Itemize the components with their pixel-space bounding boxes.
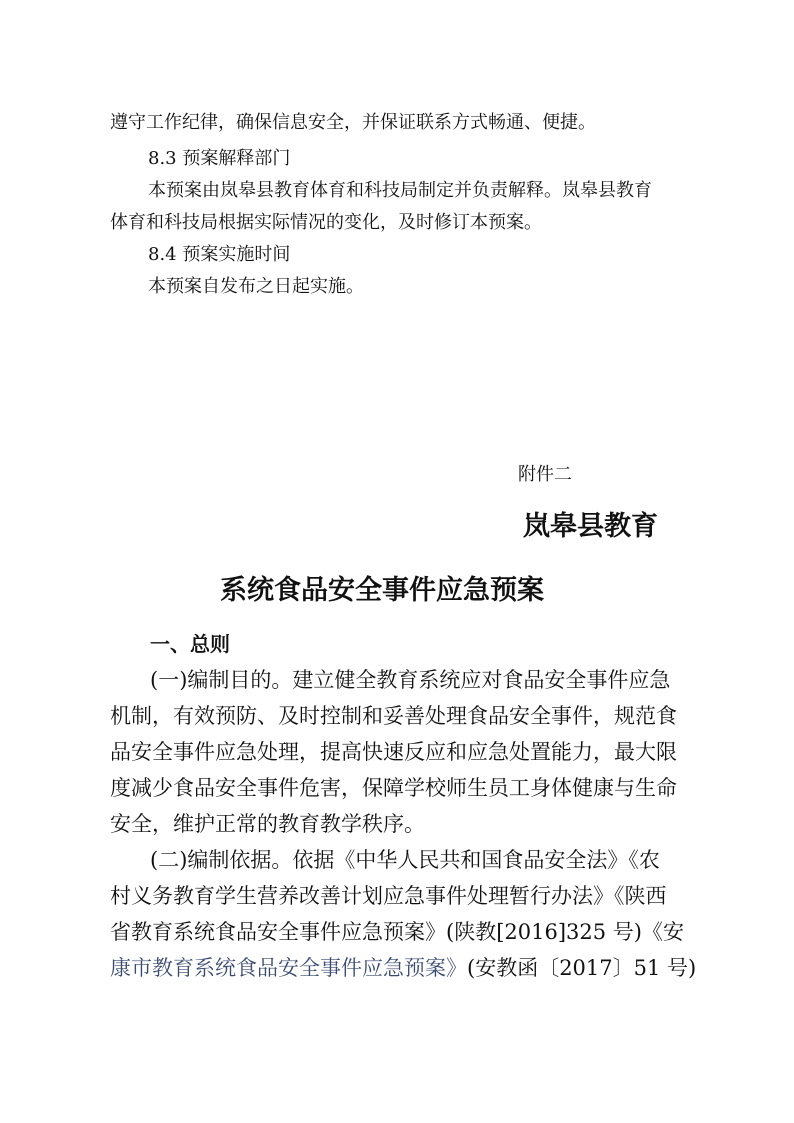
- attachment-title-line1: 岚皋县教育: [523, 511, 658, 542]
- reference-link-ankang-plan[interactable]: 康市教育系统食品安全事件应急预案》: [110, 956, 467, 980]
- section-8-4-body: 本预案自发布之日起实施。: [148, 276, 364, 297]
- para1-line5: 安全，维护正常的教育教学秩序。: [110, 812, 425, 836]
- attachment-title-line2: 系统食品安全事件应急预案: [220, 575, 544, 606]
- para2-line1: (二)编制依据。依据《中华人民共和国食品安全法》《农: [150, 848, 660, 872]
- section-8-3-title: 8.3 预案解释部门: [148, 148, 291, 169]
- para1-line1: (一)编制目的。建立健全教育系统应对食品安全事件应急: [150, 668, 671, 692]
- section-8-4-title: 8.4 预案实施时间: [148, 244, 291, 265]
- para1-line3: 品安全事件应急处理，提高快速反应和应急处置能力，最大限: [110, 740, 677, 764]
- para2-line4: [110, 952, 696, 982]
- section-8-3-body-line2: 体育和科技局根据实际情况的变化，及时修订本预案。: [110, 212, 542, 233]
- section-8-3-body-line1: 本预案由岚皋县教育体育和科技局制定并负责解释。岚皋县教育: [148, 180, 652, 201]
- para1-line4: 度减少食品安全事件危害，保障学校师生员工身体健康与生命: [110, 776, 677, 800]
- text-line-work-discipline: 遵守工作纪律，确保信息安全，并保证联系方式畅通、便捷。: [110, 112, 596, 133]
- para1-line2: 机制，有效预防、及时控制和妥善处理食品安全事件，规范食: [110, 704, 677, 728]
- para2-line3: 省教育系统食品安全事件应急预案》(陕教[2016]325 号)《安: [110, 920, 684, 944]
- attachment-label: 附件二: [518, 464, 572, 485]
- para2-line4-rest: (安教函〔2017〕51 号): [467, 956, 697, 980]
- para2-line2: 村义务教育学生营养改善计划应急事件处理暂行办法》《陕西: [110, 884, 667, 908]
- section-general-heading: 一、总则: [150, 632, 230, 656]
